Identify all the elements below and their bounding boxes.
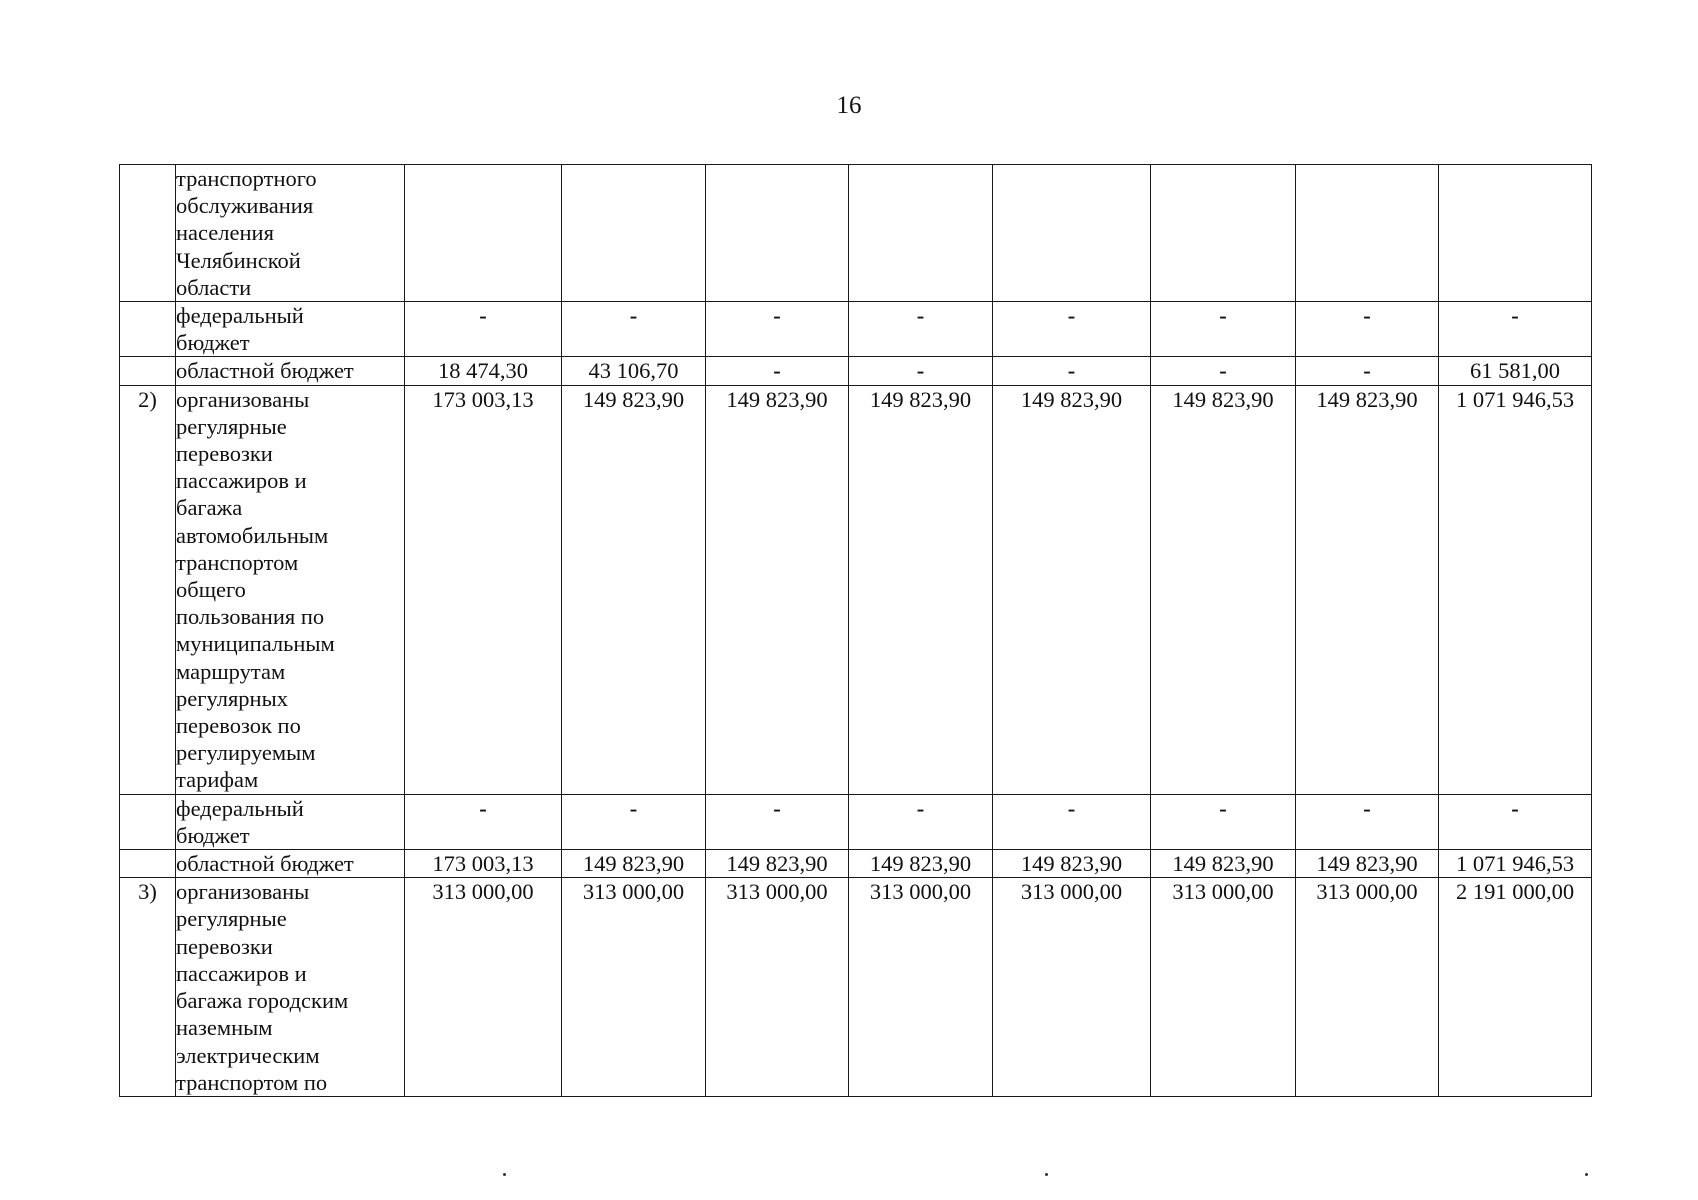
year-value-cell: - <box>1151 794 1296 849</box>
table-row <box>120 850 1592 878</box>
year-value-cell: - <box>706 794 849 849</box>
scan-speck <box>1045 1173 1048 1176</box>
year-value-cell: - <box>562 794 706 849</box>
year-value-cell: - <box>405 302 562 357</box>
year-value-cell <box>993 165 1151 302</box>
year-value-cell: 149 823,90 <box>1296 850 1439 878</box>
year-value-cell: - <box>405 794 562 849</box>
total-value-cell: 61 581,00 <box>1439 357 1592 385</box>
year-value-cell: 18 474,30 <box>405 357 562 385</box>
row-description: транспортного обслуживания населения Челябинской области <box>176 165 405 302</box>
table-row <box>120 878 1592 1097</box>
year-value-cell: - <box>993 794 1151 849</box>
total-value-cell: 2 191 000,00 <box>1439 878 1592 1097</box>
year-value-cell: 149 823,90 <box>1296 385 1439 794</box>
year-value-cell: 173 003,13 <box>405 850 562 878</box>
year-value-cell <box>1296 165 1439 302</box>
year-value-cell: 149 823,90 <box>849 385 993 794</box>
budget-table <box>119 164 1592 1097</box>
total-value-cell: - <box>1439 794 1592 849</box>
year-value-cell: - <box>849 302 993 357</box>
row-number: 3) <box>120 878 176 1097</box>
year-value-cell: - <box>993 357 1151 385</box>
row-number <box>120 850 176 878</box>
year-value-cell: - <box>993 302 1151 357</box>
year-value-cell: 149 823,90 <box>1151 850 1296 878</box>
total-value-cell: - <box>1439 302 1592 357</box>
year-value-cell: 43 106,70 <box>562 357 706 385</box>
total-value-cell: 1 071 946,53 <box>1439 850 1592 878</box>
row-number: 2) <box>120 385 176 794</box>
year-value-cell: - <box>1151 302 1296 357</box>
year-value-cell: - <box>1296 357 1439 385</box>
row-description: областной бюджет <box>176 357 405 385</box>
page-number: 16 <box>836 92 862 119</box>
year-value-cell <box>562 165 706 302</box>
row-description: организованы регулярные перевозки пассажиров и багажа автомобильным транспортом общего пользования по муниципальным маршрутам регулярных перевозок по регулируемым тарифам <box>176 385 405 794</box>
year-value-cell: 149 823,90 <box>562 850 706 878</box>
table-row <box>120 794 1592 849</box>
year-value-cell <box>849 165 993 302</box>
year-value-cell <box>405 165 562 302</box>
year-value-cell: - <box>706 302 849 357</box>
year-value-cell: 149 823,90 <box>849 850 993 878</box>
total-value-cell: 1 071 946,53 <box>1439 385 1592 794</box>
year-value-cell: 149 823,90 <box>993 385 1151 794</box>
year-value-cell: - <box>706 357 849 385</box>
row-description: федеральный бюджет <box>176 794 405 849</box>
year-value-cell <box>1151 165 1296 302</box>
scan-speck <box>1585 1173 1588 1176</box>
total-value-cell <box>1439 165 1592 302</box>
year-value-cell: 173 003,13 <box>405 385 562 794</box>
year-value-cell: 149 823,90 <box>993 850 1151 878</box>
year-value-cell: 313 000,00 <box>706 878 849 1097</box>
year-value-cell: - <box>1151 357 1296 385</box>
year-value-cell: 149 823,90 <box>706 850 849 878</box>
year-value-cell: - <box>1296 302 1439 357</box>
row-description: федеральный бюджет <box>176 302 405 357</box>
year-value-cell: 149 823,90 <box>562 385 706 794</box>
row-number <box>120 165 176 302</box>
row-description: организованы регулярные перевозки пассажиров и багажа городским наземным электрическим транспортом по <box>176 878 405 1097</box>
scan-speck <box>503 1173 506 1176</box>
row-number <box>120 302 176 357</box>
year-value-cell <box>706 165 849 302</box>
year-value-cell: 149 823,90 <box>706 385 849 794</box>
row-number <box>120 357 176 385</box>
year-value-cell: - <box>849 794 993 849</box>
row-description: областной бюджет <box>176 850 405 878</box>
year-value-cell: 313 000,00 <box>1151 878 1296 1097</box>
table-row <box>120 385 1592 794</box>
year-value-cell: 313 000,00 <box>1296 878 1439 1097</box>
table-row <box>120 302 1592 357</box>
table-row <box>120 165 1592 302</box>
year-value-cell: 313 000,00 <box>405 878 562 1097</box>
table-body <box>120 165 1592 1097</box>
year-value-cell: 313 000,00 <box>849 878 993 1097</box>
year-value-cell: 149 823,90 <box>1151 385 1296 794</box>
year-value-cell: - <box>1296 794 1439 849</box>
year-value-cell: - <box>849 357 993 385</box>
table-row <box>120 357 1592 385</box>
year-value-cell: - <box>562 302 706 357</box>
row-number <box>120 794 176 849</box>
year-value-cell: 313 000,00 <box>562 878 706 1097</box>
year-value-cell: 313 000,00 <box>993 878 1151 1097</box>
